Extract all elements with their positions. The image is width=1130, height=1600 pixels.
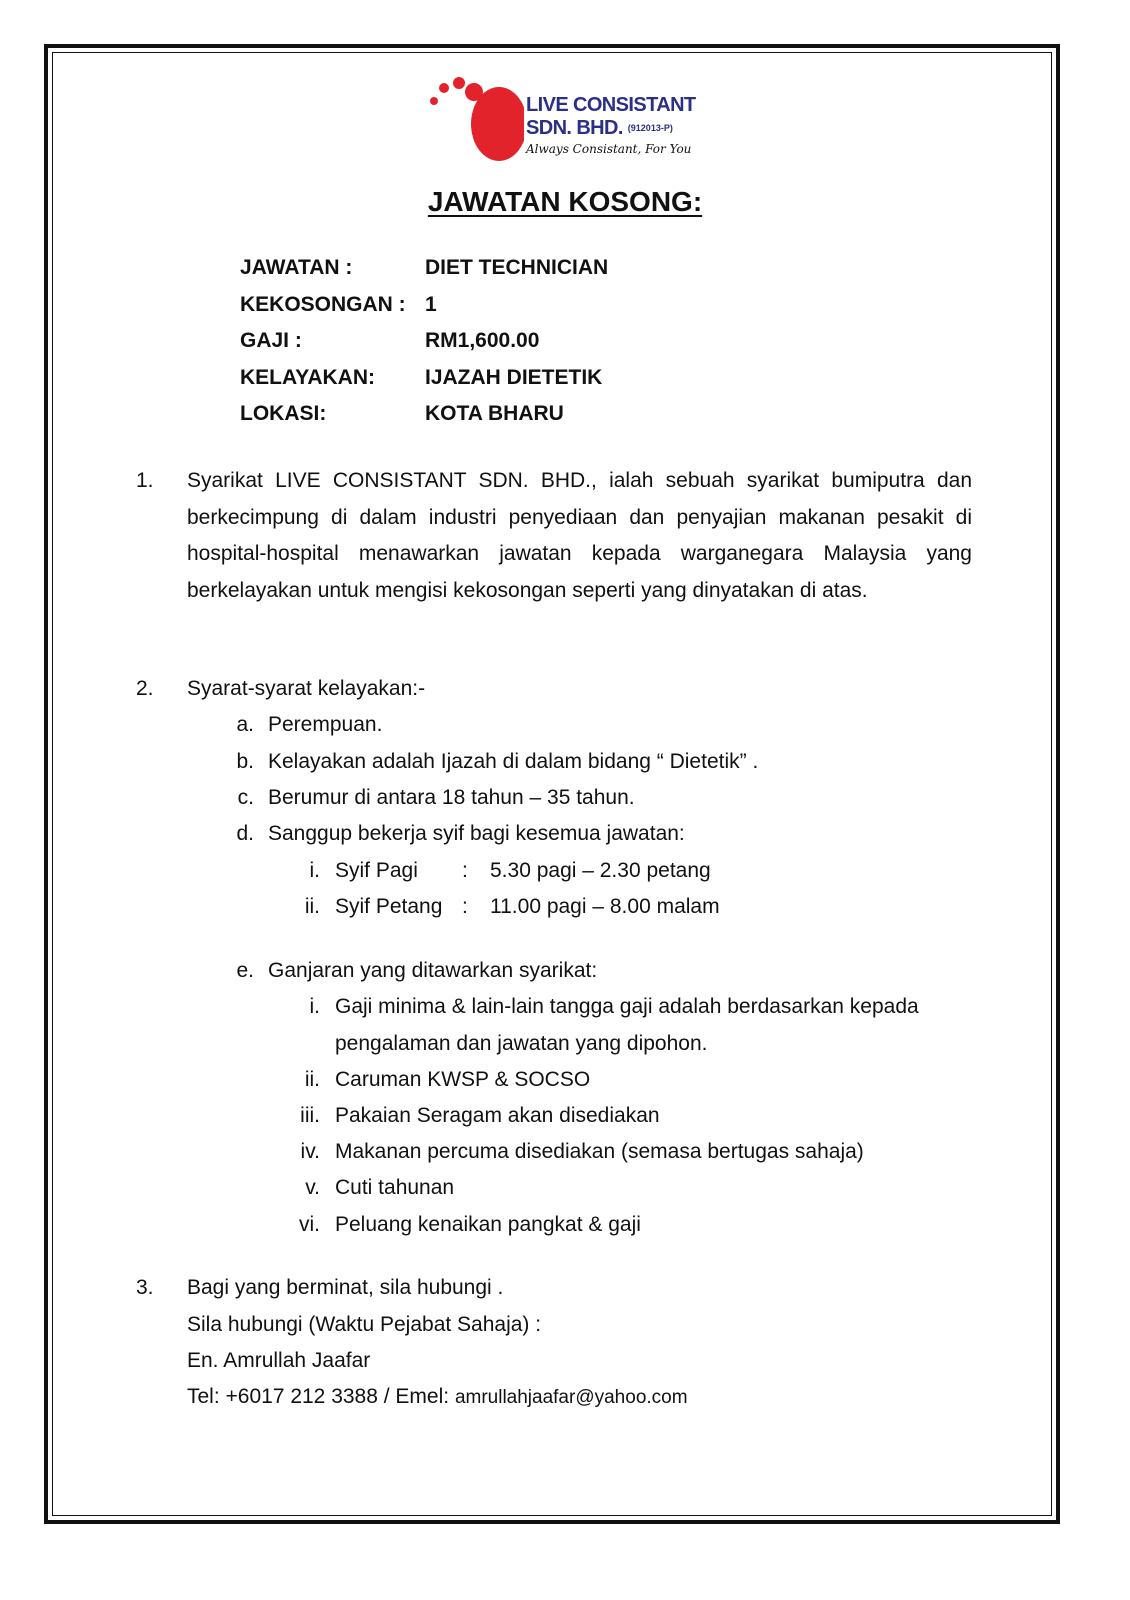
- list-marker: c.: [237, 786, 254, 809]
- section-2-number: 2.: [136, 677, 154, 700]
- info-label: JAWATAN :: [240, 256, 353, 279]
- benefit-item: Caruman KWSP & SOCSO: [335, 1068, 591, 1091]
- list-item: Sanggup bekerja syif bagi kesemua jawatan:: [268, 822, 685, 845]
- shift-time: 5.30 pagi – 2.30 petang: [490, 859, 711, 882]
- info-value: 1: [425, 292, 437, 316]
- info-row-jawatan: [240, 256, 608, 293]
- benefit-item: Gaji minima & lain-lain tangga gaji adalah berdasarkan kepada pengalaman dan jawatan yang dipohon.: [335, 995, 919, 1055]
- benefit-marker: iii.: [300, 1104, 320, 1127]
- section-1-number: 1.: [136, 469, 154, 492]
- list-marker: b.: [236, 750, 254, 773]
- benefit-marker: iv.: [300, 1140, 320, 1163]
- section-3-line2: Sila hubungi (Waktu Pejabat Sahaja) :: [187, 1313, 542, 1336]
- info-label: KEKOSONGAN :: [240, 292, 406, 316]
- benefit-item: Cuti tahunan: [335, 1176, 455, 1199]
- contact-tel: Tel: +6017 212 3388 / Emel:: [187, 1385, 455, 1408]
- section-1-text: Syarikat LIVE CONSISTANT SDN. BHD., ialah sebuah syarikat bumiputra dan berkecimpung di dalam industri penyediaan dan penyajian makanan pesakit di hospital-hospital menawarkan jawatan kepada warganegara Malaysia yang berkelayakan untuk mengisi kekosongan seperti yang dinyatakan di atas.: [187, 469, 972, 602]
- shift-marker: ii.: [304, 895, 320, 918]
- shift-colon: :: [462, 859, 468, 882]
- info-label: LOKASI:: [240, 402, 327, 425]
- shift-name: Syif Petang: [335, 895, 443, 918]
- contact-line: [187, 1379, 688, 1417]
- section-3-number: 3.: [136, 1276, 154, 1299]
- job-info-table: [240, 256, 608, 439]
- page-title: [0, 186, 1130, 218]
- company-name-line1: LIVE CONSISTANT: [526, 94, 696, 116]
- benefit-marker: i.: [309, 995, 320, 1018]
- shift-time: 11.00 pagi – 8.00 malam: [490, 895, 720, 918]
- contact-name: En. Amrullah Jaafar: [187, 1349, 371, 1372]
- list-marker: e.: [236, 959, 254, 982]
- section-2-heading: Syarat-syarat kelayakan:-: [187, 677, 426, 700]
- shift-name: Syif Pagi: [335, 859, 418, 882]
- list-item: Perempuan.: [268, 713, 383, 736]
- info-label: GAJI :: [240, 329, 302, 352]
- info-value: DIET TECHNICIAN: [425, 256, 609, 279]
- benefit-marker: v.: [305, 1176, 320, 1199]
- footprint-icon: [424, 74, 524, 166]
- benefit-marker: ii.: [304, 1068, 320, 1091]
- list-marker: a.: [236, 713, 254, 736]
- footprint-toe-big: [465, 83, 483, 101]
- info-row-kelayakan: [240, 366, 608, 403]
- info-label: KELAYAKAN:: [240, 365, 375, 389]
- company-logo: [424, 74, 694, 166]
- info-row-lokasi: [240, 402, 608, 439]
- info-value: RM1,600.00: [425, 329, 540, 352]
- info-value: IJAZAH DIETETIK: [425, 365, 603, 389]
- footprint-toe: [453, 77, 465, 89]
- logo-text: [526, 94, 696, 157]
- list-item: Kelayakan adalah Ijazah di dalam bidang “ Dietetik” .: [268, 750, 759, 773]
- benefit-marker: vi.: [299, 1213, 320, 1236]
- shift-colon: :: [462, 895, 468, 918]
- benefit-item: Pakaian Seragam akan disediakan: [335, 1104, 660, 1127]
- benefit-item: Peluang kenaikan pangkat & gaji: [335, 1213, 641, 1236]
- info-row-kekosongan: [240, 293, 608, 330]
- shift-marker: i.: [309, 859, 320, 882]
- list-marker: d.: [236, 822, 254, 845]
- company-tagline: Always Consistant, For You: [526, 142, 692, 157]
- company-reg-no: (912013-P): [627, 123, 673, 134]
- benefits-heading: Ganjaran yang ditawarkan syarikat:: [268, 959, 598, 982]
- company-name-line2: [526, 117, 696, 140]
- section-3-line1: Bagi yang berminat, sila hubungi .: [187, 1276, 504, 1299]
- footprint-toe: [439, 83, 449, 93]
- footprint-toe-small: [430, 97, 438, 105]
- benefit-item: Makanan percuma disediakan (semasa bertugas sahaja): [335, 1140, 864, 1163]
- info-row-gaji: [240, 329, 608, 366]
- company-name-line2-text: SDN. BHD.: [526, 117, 623, 139]
- list-item: Berumur di antara 18 tahun – 35 tahun.: [268, 786, 635, 809]
- page-title-text: JAWATAN KOSONG:: [427, 186, 703, 217]
- info-value: KOTA BHARU: [425, 402, 564, 425]
- contact-email[interactable]: amrullahjaafar@yahoo.com: [454, 1387, 688, 1408]
